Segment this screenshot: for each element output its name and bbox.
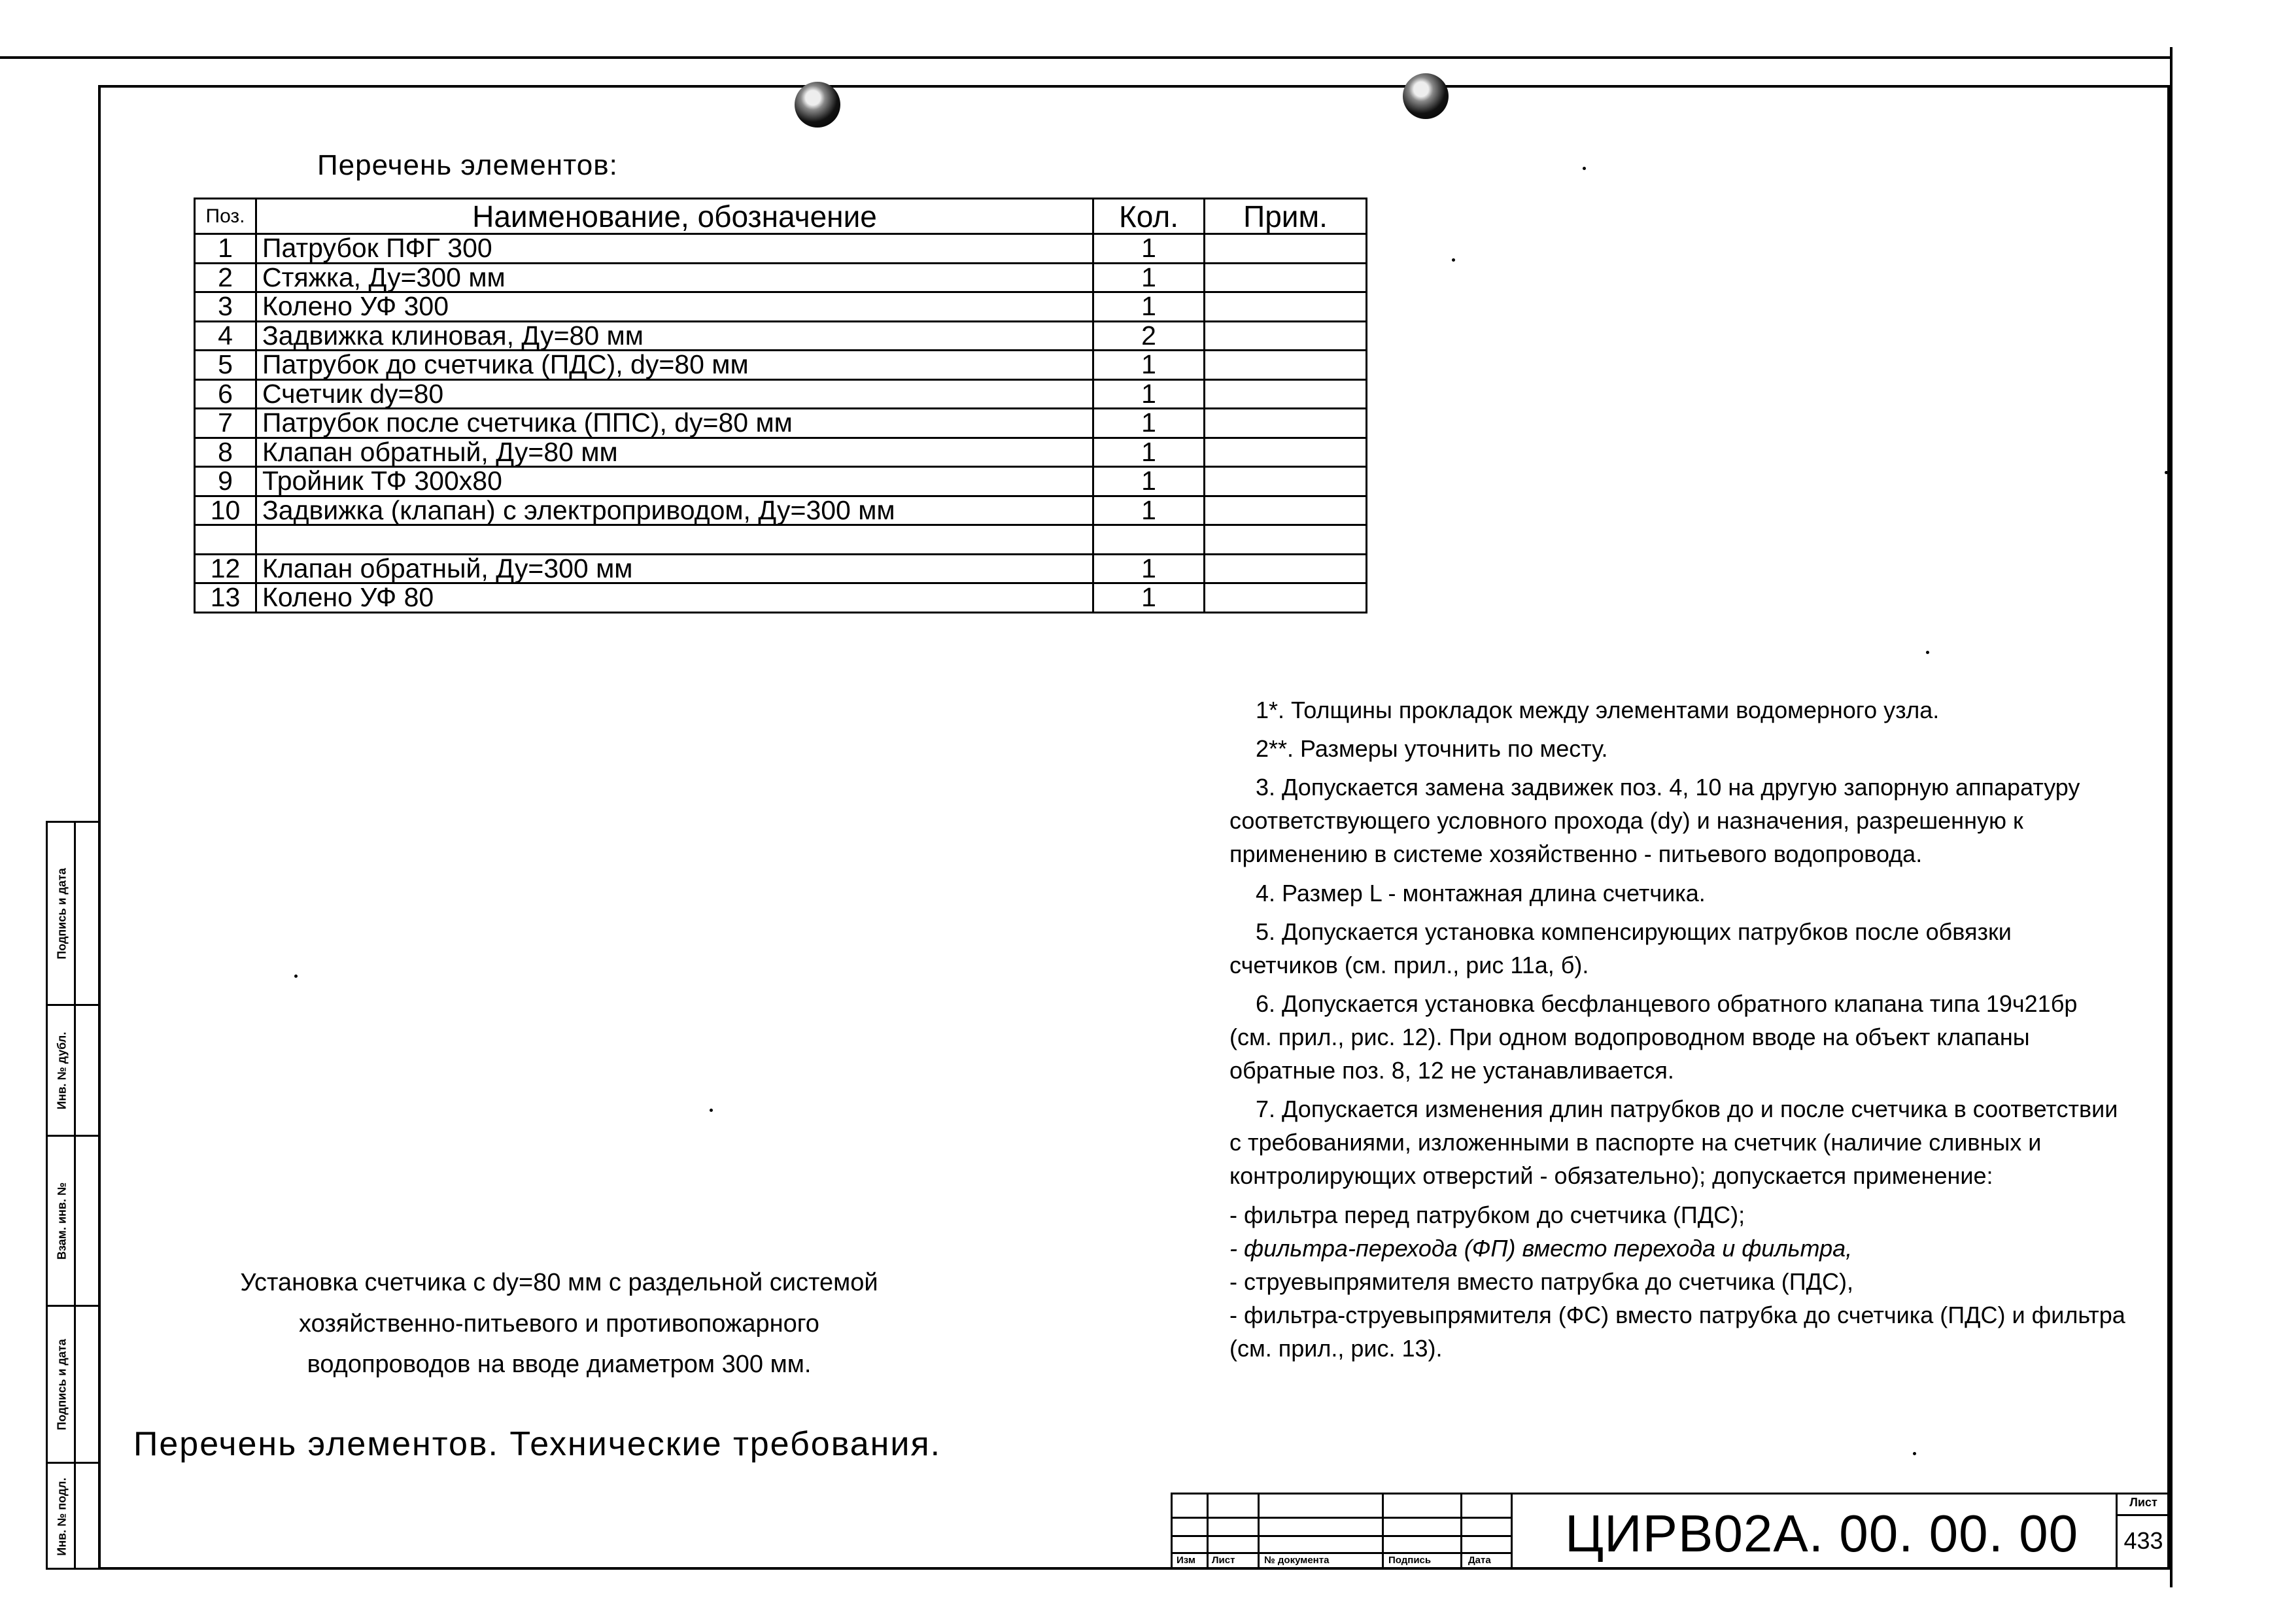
cell-qty: 1: [1093, 292, 1205, 322]
note-7-item: - фильтра-струевыпрямителя (ФС) вместо патрубка до счетчика (ПДС) и фильтра (см. прил., рис. 13).: [1229, 1301, 2125, 1362]
cell-qty: 1: [1093, 583, 1205, 613]
cell-note: [1205, 583, 1367, 613]
sheet-number: 433: [2123, 1527, 2163, 1554]
label-doc: № документа: [1264, 1555, 1330, 1566]
cell-qty: 1: [1093, 351, 1205, 380]
header-note: Прим.: [1205, 199, 1367, 234]
cell-note: [1205, 321, 1367, 351]
caption-line: хозяйственно-питьевого и противопожарного: [299, 1309, 819, 1338]
cell-note: [1205, 351, 1367, 380]
cell-qty: 1: [1093, 379, 1205, 409]
cell-pos: 13: [195, 583, 256, 613]
label-date: Дата: [1468, 1555, 1491, 1566]
table-header-row: [195, 199, 1367, 234]
cell-name: Тройник ТФ 300х80: [256, 467, 1093, 496]
side-stamp-strip: [46, 821, 98, 1570]
right-border-line: [2170, 47, 2173, 1587]
table-row: [195, 525, 1367, 555]
scan-speck: [1926, 651, 1929, 654]
cell-name: Патрубок до счетчика (ПДС), dy=80 мм: [256, 351, 1093, 380]
note-7: 7. Допускается изменения длин патрубков до и после счетчика в соответствии с требованиями, изложенными в паспорте на счетчик (наличие сливных и контролирующих отверстий - обязательно); допускается применение:: [1229, 1096, 2118, 1190]
cell-qty: 1: [1093, 496, 1205, 525]
side-label: Инв. № подл.: [55, 1477, 69, 1556]
cell-note: [1205, 409, 1367, 438]
cell-note: [1205, 525, 1367, 555]
cell-pos: 7: [195, 409, 256, 438]
table-row: [195, 409, 1367, 438]
cell-pos: 5: [195, 351, 256, 380]
document-number: ЦИРВ02А. 00. 00. 00: [1565, 1504, 2079, 1563]
caption-line: Установка счетчика с dy=80 мм с раздельной системой: [240, 1269, 878, 1296]
label-list: Лист: [1212, 1555, 1235, 1566]
cell-name: Счетчик dy=80: [256, 379, 1093, 409]
note-3: 3. Допускается замена задвижек поз. 4, 10 на другую запорную аппаратуру соответствующего условного прохода (dy) и назначения, разрешенную к применению в системе хозяйственно - питьевого водопровода.: [1229, 774, 2080, 868]
cell-note: [1205, 234, 1367, 264]
side-label: Подпись и дата: [55, 867, 69, 959]
elements-list-title: Перечень элементов:: [317, 149, 618, 181]
cell-pos: 10: [195, 496, 256, 525]
cell-pos: 4: [195, 321, 256, 351]
note-7-item: - струевыпрямителя вместо патрубка до счетчика (ПДС),: [1229, 1268, 1853, 1295]
revision-grid: [1171, 1493, 1511, 1570]
cell-qty: 1: [1093, 234, 1205, 264]
cell-qty: 1: [1093, 263, 1205, 292]
cell-note: [1205, 467, 1367, 496]
table-row: [195, 438, 1367, 467]
table-row: [195, 263, 1367, 292]
cell-note: [1205, 292, 1367, 322]
sheet-box: [2116, 1494, 2169, 1568]
cell-name: Клапан обратный, Ду=300 мм: [256, 554, 1093, 583]
table-row: [195, 379, 1367, 409]
cell-name: Колено УФ 80: [256, 583, 1093, 613]
cell-name: Колено УФ 300: [256, 292, 1093, 322]
cell-name: Клапан обратный, Ду=80 мм: [256, 438, 1093, 467]
note-7-item: - фильтра перед патрубком до счетчика (ПДС);: [1229, 1201, 1745, 1228]
cell-name: [256, 525, 1093, 555]
side-cell: [48, 1307, 98, 1464]
title-block: [1171, 1493, 2171, 1570]
note-7-item: - фильтра-перехода (ФП) вместо перехода и фильтра,: [1229, 1234, 1853, 1262]
header-pos: Поз.: [195, 199, 256, 234]
cell-pos: 6: [195, 379, 256, 409]
cell-pos: [195, 525, 256, 555]
cell-pos: 12: [195, 554, 256, 583]
cell-note: [1205, 438, 1367, 467]
scan-speck: [710, 1109, 713, 1112]
sheet-label: Лист: [2118, 1496, 2169, 1516]
cell-note: [1205, 263, 1367, 292]
side-cell: [48, 1006, 98, 1137]
scan-speck: [2165, 471, 2168, 474]
table-row: [195, 583, 1367, 613]
cell-pos: 8: [195, 438, 256, 467]
cell-pos: 2: [195, 263, 256, 292]
note-1: 1*. Толщины прокладок между элементами водомерного узла.: [1256, 697, 1940, 723]
side-label: Инв. № дубл.: [55, 1031, 69, 1109]
table-row: [195, 467, 1367, 496]
table-row: [195, 496, 1367, 525]
cell-name: Патрубок ПФГ 300: [256, 234, 1093, 264]
cell-qty: [1093, 525, 1205, 555]
table-row: [195, 321, 1367, 351]
scan-speck: [294, 975, 298, 978]
side-label: Подпись и дата: [55, 1338, 69, 1430]
scan-speck: [1452, 258, 1455, 262]
side-cell: [48, 1137, 98, 1307]
cell-pos: 1: [195, 234, 256, 264]
table-row: [195, 554, 1367, 583]
label-izm: Изм: [1177, 1555, 1195, 1566]
note-4: 4. Размер L - монтажная длина счетчика.: [1256, 879, 1706, 907]
cell-qty: 2: [1093, 321, 1205, 351]
cell-qty: 1: [1093, 554, 1205, 583]
technical-requirements: [1229, 693, 2125, 1365]
cell-note: [1205, 554, 1367, 583]
cell-qty: 1: [1093, 438, 1205, 467]
cell-name: Задвижка (клапан) с электроприводом, Ду=300 мм: [256, 496, 1093, 525]
side-label: Взам. инв. №: [55, 1182, 69, 1260]
cell-name: Стяжка, Ду=300 мм: [256, 263, 1093, 292]
cell-note: [1205, 379, 1367, 409]
side-cell: [48, 1464, 98, 1570]
cell-note: [1205, 496, 1367, 525]
header-name: Наименование, обозначение: [256, 199, 1093, 234]
scan-speck: [1913, 1452, 1916, 1455]
cell-pos: 9: [195, 467, 256, 496]
table-row: [195, 234, 1367, 264]
note-2: 2**. Размеры уточнить по месту.: [1256, 735, 1608, 763]
cell-name: Патрубок после счетчика (ППС), dy=80 мм: [256, 409, 1093, 438]
header-qty: Кол.: [1093, 199, 1205, 234]
cell-name: Задвижка клиновая, Ду=80 мм: [256, 321, 1093, 351]
label-sign: Подпись: [1388, 1555, 1432, 1566]
cell-qty: 1: [1093, 409, 1205, 438]
table-row: [195, 351, 1367, 380]
top-border-line: [0, 56, 2171, 59]
pushpin-icon: [1403, 73, 1449, 119]
drawing-caption: [216, 1262, 902, 1385]
cell-pos: 3: [195, 292, 256, 322]
pushpin-icon: [795, 82, 840, 128]
cell-qty: 1: [1093, 467, 1205, 496]
elements-table: [194, 198, 1367, 613]
table-row: [195, 292, 1367, 322]
caption-line: водопроводов на вводе диаметром 300 мм.: [307, 1351, 812, 1379]
note-5: 5. Допускается установка компенсирующих патрубков после обвязки счетчиков (см. прил., рис 11а, б).: [1229, 918, 2012, 978]
side-cell: [48, 823, 98, 1006]
document-designation-box: [1511, 1493, 2171, 1570]
note-6: 6. Допускается установка бесфланцевого обратного клапана типа 19ч21бр (см. прил., рис. 12). При одном водопроводном вводе на объект клапаны обратные поз. 8, 12 не устанавливается.: [1229, 990, 2078, 1084]
scan-speck: [1583, 167, 1586, 170]
sheet-title: Перечень элементов. Технические требования.: [133, 1425, 942, 1463]
